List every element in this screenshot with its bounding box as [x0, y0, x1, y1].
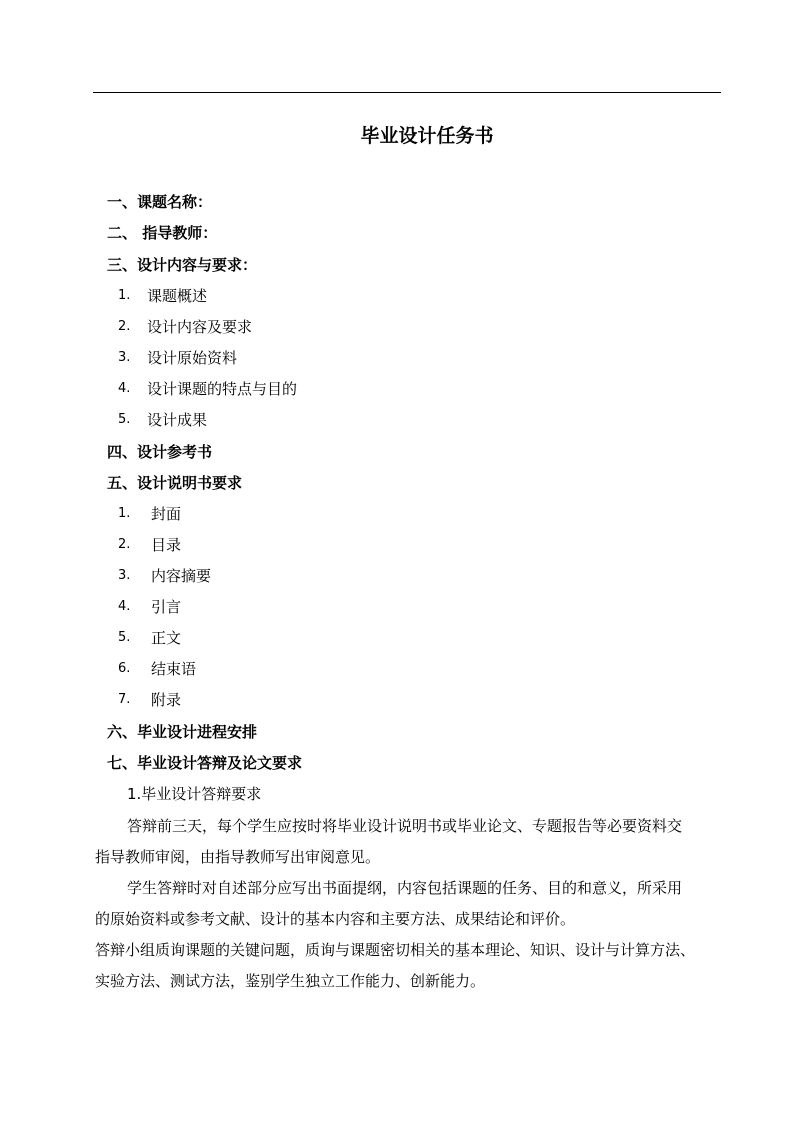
- list-item-number: 2.: [118, 319, 131, 334]
- paragraph-line: 指导教师审阅，由指导教师写出审阅意见。: [95, 848, 381, 866]
- header-rule: [93, 92, 721, 93]
- document-title: 毕业设计任务书: [360, 125, 494, 147]
- paragraph-line: 的原始资料或参考文献、设计的基本内容和主要方法、成果结论和评价。: [95, 910, 576, 928]
- list-item-number: 7.: [118, 692, 131, 707]
- list-item: 正文: [151, 629, 182, 647]
- list-item: 设计课题的特点与目的: [147, 380, 298, 398]
- list-item-number: 3.: [118, 568, 131, 583]
- list-item-number: 4.: [118, 599, 131, 614]
- list-item-number: 1.: [118, 288, 131, 303]
- list-item-number: 5.: [118, 630, 131, 645]
- list-item: 结束语: [151, 660, 197, 678]
- list-item-number: 1.: [118, 506, 131, 521]
- section-heading-advisor: 二、 指导教师：: [107, 224, 218, 242]
- subheading-defense: 1.毕业设计答辩要求: [127, 785, 262, 803]
- list-item-number: 3.: [118, 350, 131, 365]
- list-item: 设计成果: [147, 411, 208, 429]
- list-item-number: 5.: [118, 412, 131, 427]
- section-heading-defense-requirements: 七、毕业设计答辩及论文要求: [107, 754, 303, 772]
- paragraph-line: 答辩前三天，每个学生应按时将毕业设计说明书或毕业论文、专题报告等必要资料交: [127, 817, 683, 835]
- list-item-number: 2.: [118, 537, 131, 552]
- list-item: 内容摘要: [151, 567, 212, 585]
- section-heading-design-content: 三、设计内容与要求：: [107, 256, 258, 274]
- list-item: 附录: [151, 691, 182, 709]
- section-heading-schedule: 六、毕业设计进程安排: [107, 723, 258, 741]
- section-heading-topic-name: 一、课题名称：: [107, 193, 213, 211]
- list-item: 设计内容及要求: [147, 318, 253, 336]
- list-item-number: 4.: [118, 381, 131, 396]
- paragraph-line: 答辩小组质询课题的关键问题，质询与课题密切相关的基本理论、知识、设计与计算方法、: [95, 941, 696, 959]
- section-heading-reference-books: 四、设计参考书: [107, 443, 213, 461]
- list-item: 引言: [151, 598, 182, 616]
- paragraph-line: 学生答辩时对自述部分应写出书面提纲，内容包括课题的任务、目的和意义，所采用: [127, 879, 683, 897]
- section-heading-manual-requirements: 五、设计说明书要求: [107, 474, 243, 492]
- list-item: 设计原始资料: [147, 349, 238, 367]
- list-item: 封面: [151, 505, 182, 523]
- list-item: 课题概述: [147, 287, 208, 305]
- list-item-number: 6.: [118, 661, 131, 676]
- list-item: 目录: [151, 536, 182, 554]
- paragraph-line: 实验方法、测试方法，鉴别学生独立工作能力、创新能力。: [95, 972, 486, 990]
